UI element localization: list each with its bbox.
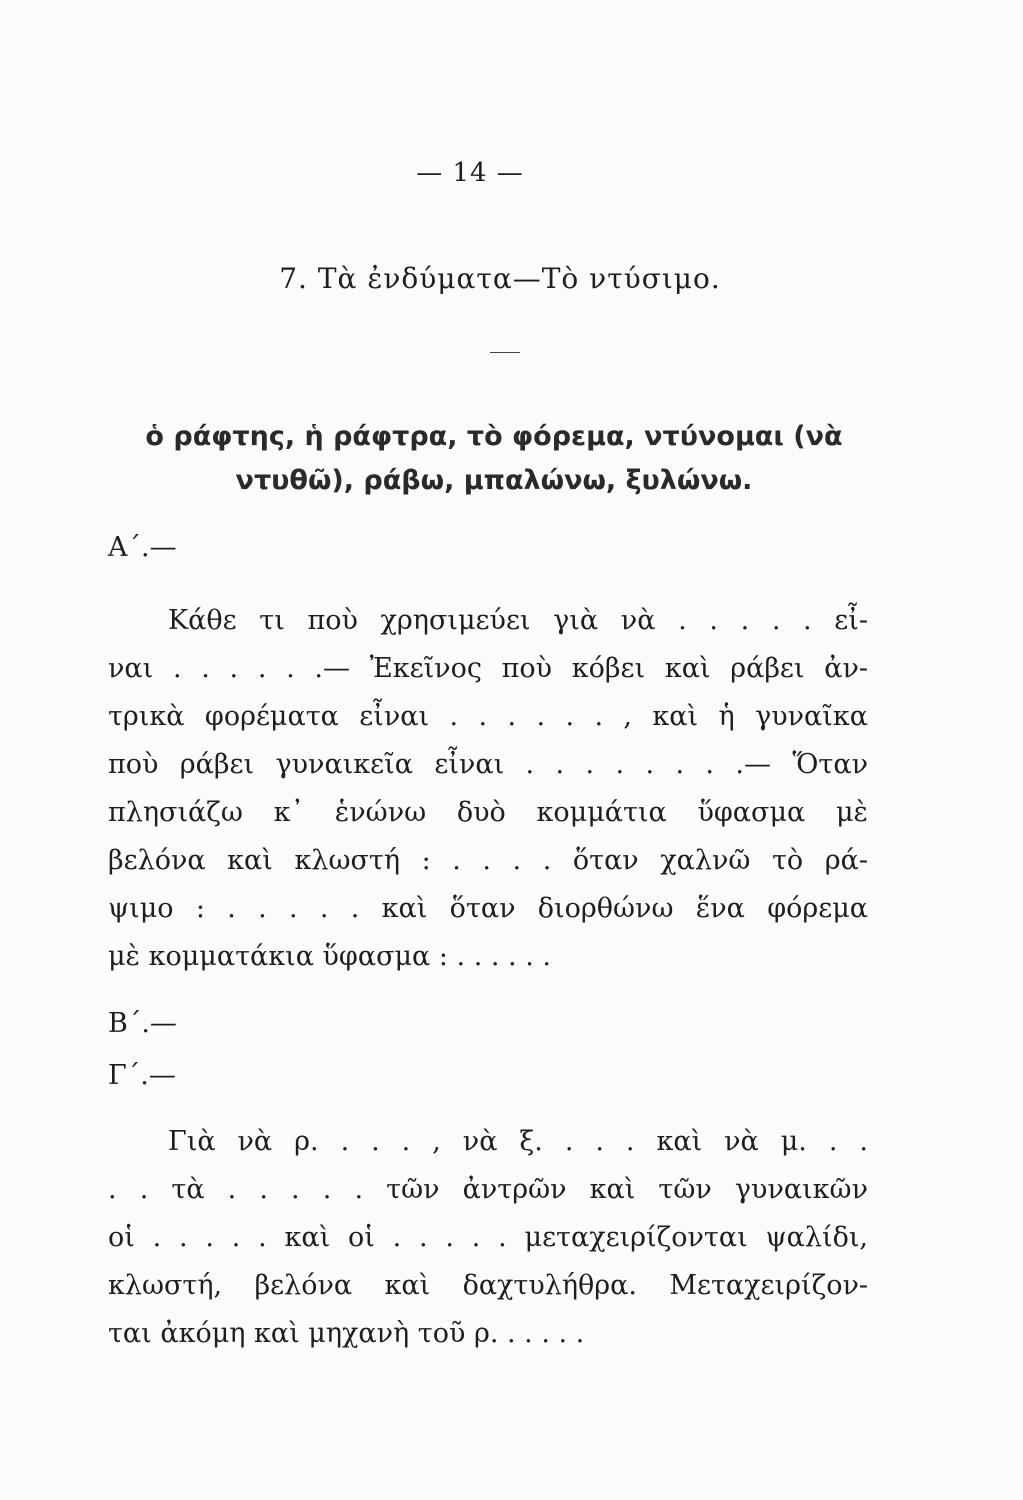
section-a-label: Α΄.—: [108, 532, 177, 563]
paragraph-line: Γιὰ νὰ ρ. . . . , νὰ ξ. . . . καὶ νὰ μ. . .: [168, 1126, 868, 1157]
paragraph-line: ψιμο : . . . . . καὶ ὅταν διορθώνω ἕνα φόρεμα: [108, 893, 868, 924]
paragraph-line: ναι . . . . . .— Ἐκεῖνος ποὺ κόβει καὶ ράβει ἀν-: [108, 653, 868, 684]
paragraph-line: ται ἀκόμη καὶ μηχανὴ τοῦ ρ. . . . . .: [108, 1318, 585, 1349]
paragraph-line: μὲ κομματάκια ὕφασμα : . . . . . .: [108, 941, 551, 972]
vocabulary-line: ντυθῶ), ράβω, μπαλώνω, ξυλώνω.: [235, 465, 753, 496]
paragraph-line: . . τὰ . . . . . τῶν ἀντρῶν καὶ τῶν γυναικῶν: [108, 1174, 868, 1205]
paragraph-line: τρικὰ φορέματα εἶναι . . . . . . , καὶ ἡ γυναῖκα: [108, 701, 868, 732]
separator-rule: [490, 352, 520, 353]
paragraph-line: βελόνα καὶ κλωστή : . . . . ὅταν χαλνῶ τὸ ρά-: [108, 845, 868, 876]
vocabulary-line: ὁ ράφτης, ἡ ράφτρα, τὸ φόρεμα, ντύνομαι (νὰ: [145, 421, 843, 452]
section-c-paragraph: [108, 1118, 868, 1358]
section-a-paragraph: [108, 597, 868, 981]
page-number: — 14 —: [416, 158, 524, 188]
paragraph-line: κλωστή, βελόνα καὶ δαχτυλήθρα. Μεταχειρίζον-: [108, 1270, 868, 1301]
section-c-label: Γ΄.—: [108, 1060, 176, 1091]
paragraph-line: οἱ . . . . . καὶ οἱ . . . . . μεταχειρίζονται ψαλίδι,: [108, 1222, 868, 1253]
paragraph-line: ποὺ ράβει γυναικεῖα εἶναι . . . . . . . .— Ὅταν: [108, 749, 868, 780]
chapter-title: 7. Τὰ ἐνδύματα—Τὸ ντύσιμο.: [279, 262, 721, 295]
section-b-label: Β΄.—: [108, 1008, 177, 1039]
vocabulary-block: [104, 415, 884, 503]
paragraph-line: Κάθε τι ποὺ χρησιμεύει γιὰ νὰ . . . . . εἶ-: [168, 605, 868, 636]
paragraph-line: πλησιάζω κ᾿ ἑνώνω δυὸ κομμάτια ὕφασμα μὲ: [108, 797, 868, 828]
